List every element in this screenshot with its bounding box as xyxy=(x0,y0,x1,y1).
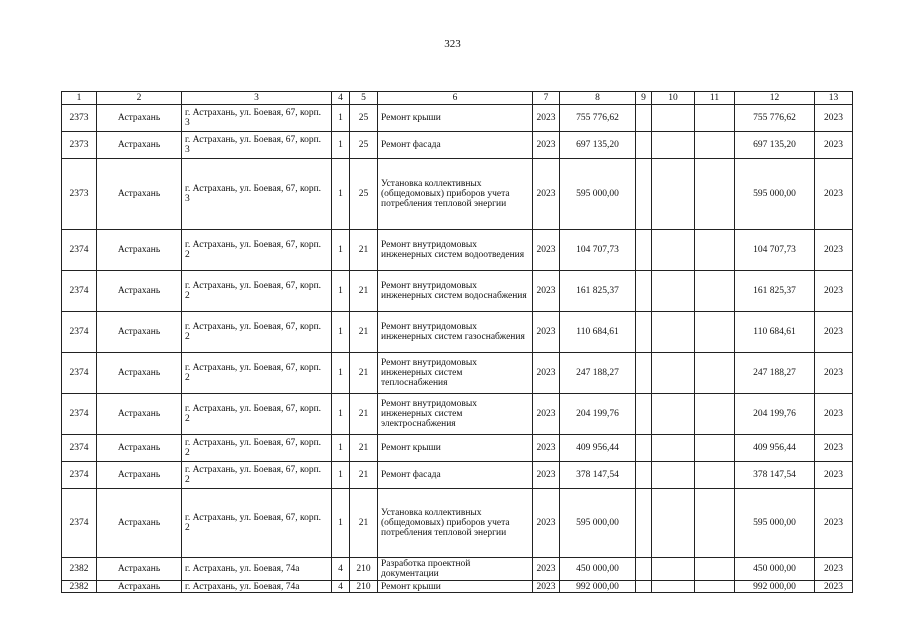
table-row xyxy=(62,105,853,132)
cell-c9 xyxy=(636,489,652,558)
column-header: 12 xyxy=(735,92,815,105)
cell-id: 2373 xyxy=(62,132,97,159)
cell-c4: 1 xyxy=(332,159,350,230)
column-header: 1 xyxy=(62,92,97,105)
cell-work: Ремонт фасада xyxy=(378,132,533,159)
column-number-row xyxy=(62,92,853,105)
cell-total: 755 776,62 xyxy=(735,105,815,132)
column-header: 10 xyxy=(652,92,695,105)
cell-city: Астрахань xyxy=(97,159,182,230)
cell-c9 xyxy=(636,353,652,394)
cell-c4: 1 xyxy=(332,353,350,394)
cell-cost: 992 000,00 xyxy=(560,581,636,593)
cell-c10 xyxy=(652,271,695,312)
cell-cost: 110 684,61 xyxy=(560,312,636,353)
cell-city: Астрахань xyxy=(97,271,182,312)
cell-c11 xyxy=(695,489,735,558)
cell-end: 2023 xyxy=(815,312,853,353)
cell-c5: 21 xyxy=(350,394,378,435)
cell-total: 110 684,61 xyxy=(735,312,815,353)
cell-c10 xyxy=(652,462,695,489)
cell-end: 2023 xyxy=(815,435,853,462)
cell-work: Ремонт внутридомовых инженерных систем водоотведения xyxy=(378,230,533,271)
cell-address: г. Астрахань, ул. Боевая, 67, корп. 3 xyxy=(182,105,332,132)
column-header: 6 xyxy=(378,92,533,105)
column-header: 7 xyxy=(533,92,560,105)
cell-c9 xyxy=(636,271,652,312)
cell-id: 2374 xyxy=(62,394,97,435)
cell-year: 2023 xyxy=(533,132,560,159)
cell-c10 xyxy=(652,159,695,230)
cell-c5: 210 xyxy=(350,558,378,581)
table-row xyxy=(62,435,853,462)
cell-c10 xyxy=(652,105,695,132)
cell-work: Ремонт внутридомовых инженерных систем газоснабжения xyxy=(378,312,533,353)
cell-id: 2374 xyxy=(62,353,97,394)
cell-total: 378 147,54 xyxy=(735,462,815,489)
cell-work: Ремонт внутридомовых инженерных систем теплоснабжения xyxy=(378,353,533,394)
cell-address: г. Астрахань, ул. Боевая, 67, корп. 2 xyxy=(182,312,332,353)
cell-city: Астрахань xyxy=(97,462,182,489)
cell-c11 xyxy=(695,435,735,462)
cell-c9 xyxy=(636,105,652,132)
column-header: 11 xyxy=(695,92,735,105)
cell-year: 2023 xyxy=(533,353,560,394)
cell-year: 2023 xyxy=(533,558,560,581)
column-header: 9 xyxy=(636,92,652,105)
column-header: 8 xyxy=(560,92,636,105)
column-header: 13 xyxy=(815,92,853,105)
cell-c10 xyxy=(652,558,695,581)
cell-end: 2023 xyxy=(815,394,853,435)
cell-c5: 210 xyxy=(350,581,378,593)
cell-c4: 1 xyxy=(332,489,350,558)
cell-c4: 1 xyxy=(332,271,350,312)
cell-city: Астрахань xyxy=(97,394,182,435)
cell-end: 2023 xyxy=(815,489,853,558)
cell-year: 2023 xyxy=(533,394,560,435)
cell-cost: 161 825,37 xyxy=(560,271,636,312)
cell-c10 xyxy=(652,353,695,394)
column-header: 2 xyxy=(97,92,182,105)
cell-year: 2023 xyxy=(533,581,560,593)
cell-year: 2023 xyxy=(533,312,560,353)
table-row xyxy=(62,462,853,489)
cell-city: Астрахань xyxy=(97,312,182,353)
cell-end: 2023 xyxy=(815,462,853,489)
cell-id: 2374 xyxy=(62,230,97,271)
cell-cost: 204 199,76 xyxy=(560,394,636,435)
cell-c9 xyxy=(636,581,652,593)
cell-address: г. Астрахань, ул. Боевая, 67, корп. 2 xyxy=(182,271,332,312)
cell-c10 xyxy=(652,489,695,558)
cell-c10 xyxy=(652,435,695,462)
table-row xyxy=(62,558,853,581)
cell-c11 xyxy=(695,353,735,394)
cell-c4: 4 xyxy=(332,581,350,593)
column-header: 5 xyxy=(350,92,378,105)
cell-city: Астрахань xyxy=(97,581,182,593)
cell-total: 409 956,44 xyxy=(735,435,815,462)
cell-year: 2023 xyxy=(533,159,560,230)
cell-c5: 21 xyxy=(350,435,378,462)
cell-year: 2023 xyxy=(533,105,560,132)
cell-c11 xyxy=(695,105,735,132)
cell-cost: 595 000,00 xyxy=(560,489,636,558)
table-row xyxy=(62,312,853,353)
cell-address: г. Астрахань, ул. Боевая, 67, корп. 2 xyxy=(182,394,332,435)
cell-address: г. Астрахань, ул. Боевая, 67, корп. 2 xyxy=(182,435,332,462)
cell-work: Установка коллективных (общедомовых) приборов учета потребления тепловой энергии xyxy=(378,489,533,558)
cell-c5: 21 xyxy=(350,271,378,312)
cell-work: Ремонт внутридомовых инженерных систем электроснабжения xyxy=(378,394,533,435)
cell-c11 xyxy=(695,312,735,353)
cell-end: 2023 xyxy=(815,558,853,581)
cell-work: Разработка проектной документации xyxy=(378,558,533,581)
column-header: 3 xyxy=(182,92,332,105)
cell-c4: 1 xyxy=(332,312,350,353)
cell-id: 2374 xyxy=(62,435,97,462)
cell-work: Ремонт крыши xyxy=(378,435,533,462)
cell-c9 xyxy=(636,312,652,353)
cell-c10 xyxy=(652,394,695,435)
cell-total: 595 000,00 xyxy=(735,159,815,230)
cell-c11 xyxy=(695,558,735,581)
cell-end: 2023 xyxy=(815,132,853,159)
table-row xyxy=(62,271,853,312)
cell-c4: 1 xyxy=(332,105,350,132)
cell-c4: 4 xyxy=(332,558,350,581)
cell-address: г. Астрахань, ул. Боевая, 67, корп. 2 xyxy=(182,462,332,489)
cell-c10 xyxy=(652,230,695,271)
cell-c9 xyxy=(636,394,652,435)
cell-c10 xyxy=(652,581,695,593)
column-header: 4 xyxy=(332,92,350,105)
table-row xyxy=(62,581,853,593)
cell-city: Астрахань xyxy=(97,132,182,159)
cell-cost: 104 707,73 xyxy=(560,230,636,271)
cell-id: 2373 xyxy=(62,105,97,132)
cell-work: Ремонт фасада xyxy=(378,462,533,489)
cell-c11 xyxy=(695,271,735,312)
cell-total: 104 707,73 xyxy=(735,230,815,271)
cell-work: Ремонт крыши xyxy=(378,105,533,132)
cell-year: 2023 xyxy=(533,489,560,558)
cell-id: 2374 xyxy=(62,462,97,489)
cell-c9 xyxy=(636,132,652,159)
cell-id: 2382 xyxy=(62,581,97,593)
cell-id: 2382 xyxy=(62,558,97,581)
cell-total: 161 825,37 xyxy=(735,271,815,312)
cell-c10 xyxy=(652,312,695,353)
cell-city: Астрахань xyxy=(97,105,182,132)
cell-cost: 595 000,00 xyxy=(560,159,636,230)
table-body xyxy=(62,105,853,593)
cell-c5: 21 xyxy=(350,353,378,394)
cell-c5: 25 xyxy=(350,132,378,159)
cell-end: 2023 xyxy=(815,271,853,312)
cell-c4: 1 xyxy=(332,132,350,159)
cell-cost: 450 000,00 xyxy=(560,558,636,581)
table-row xyxy=(62,489,853,558)
cell-address: г. Астрахань, ул. Боевая, 67, корп. 2 xyxy=(182,489,332,558)
cell-total: 992 000,00 xyxy=(735,581,815,593)
cell-address: г. Астрахань, ул. Боевая, 67, корп. 2 xyxy=(182,230,332,271)
cell-total: 450 000,00 xyxy=(735,558,815,581)
cell-city: Астрахань xyxy=(97,353,182,394)
cell-cost: 378 147,54 xyxy=(560,462,636,489)
cell-cost: 247 188,27 xyxy=(560,353,636,394)
cell-year: 2023 xyxy=(533,271,560,312)
cell-address: г. Астрахань, ул. Боевая, 74а xyxy=(182,581,332,593)
cell-c5: 21 xyxy=(350,489,378,558)
cell-c9 xyxy=(636,435,652,462)
cell-total: 697 135,20 xyxy=(735,132,815,159)
cell-c4: 1 xyxy=(332,435,350,462)
cell-c11 xyxy=(695,159,735,230)
cell-work: Установка коллективных (общедомовых) приборов учета потребления тепловой энергии xyxy=(378,159,533,230)
cell-c11 xyxy=(695,581,735,593)
cell-c5: 25 xyxy=(350,159,378,230)
cell-c9 xyxy=(636,462,652,489)
repair-register-table xyxy=(61,91,853,593)
cell-c11 xyxy=(695,394,735,435)
table-row xyxy=(62,132,853,159)
cell-city: Астрахань xyxy=(97,435,182,462)
cell-city: Астрахань xyxy=(97,489,182,558)
cell-city: Астрахань xyxy=(97,558,182,581)
table-row xyxy=(62,159,853,230)
cell-cost: 409 956,44 xyxy=(560,435,636,462)
cell-address: г. Астрахань, ул. Боевая, 74а xyxy=(182,558,332,581)
cell-work: Ремонт крыши xyxy=(378,581,533,593)
cell-id: 2374 xyxy=(62,489,97,558)
cell-end: 2023 xyxy=(815,105,853,132)
cell-total: 204 199,76 xyxy=(735,394,815,435)
cell-total: 595 000,00 xyxy=(735,489,815,558)
cell-id: 2374 xyxy=(62,271,97,312)
cell-c5: 25 xyxy=(350,105,378,132)
cell-c5: 21 xyxy=(350,312,378,353)
cell-c5: 21 xyxy=(350,462,378,489)
cell-c9 xyxy=(636,159,652,230)
cell-c4: 1 xyxy=(332,230,350,271)
cell-c4: 1 xyxy=(332,462,350,489)
table-row xyxy=(62,353,853,394)
cell-address: г. Астрахань, ул. Боевая, 67, корп. 2 xyxy=(182,353,332,394)
cell-year: 2023 xyxy=(533,462,560,489)
cell-end: 2023 xyxy=(815,230,853,271)
cell-year: 2023 xyxy=(533,230,560,271)
cell-total: 247 188,27 xyxy=(735,353,815,394)
cell-c9 xyxy=(636,558,652,581)
cell-address: г. Астрахань, ул. Боевая, 67, корп. 3 xyxy=(182,159,332,230)
cell-address: г. Астрахань, ул. Боевая, 67, корп. 3 xyxy=(182,132,332,159)
cell-c11 xyxy=(695,462,735,489)
cell-end: 2023 xyxy=(815,159,853,230)
cell-c9 xyxy=(636,230,652,271)
cell-end: 2023 xyxy=(815,581,853,593)
cell-end: 2023 xyxy=(815,353,853,394)
cell-id: 2373 xyxy=(62,159,97,230)
cell-c4: 1 xyxy=(332,394,350,435)
cell-cost: 755 776,62 xyxy=(560,105,636,132)
cell-id: 2374 xyxy=(62,312,97,353)
cell-c11 xyxy=(695,230,735,271)
table-row xyxy=(62,230,853,271)
cell-c5: 21 xyxy=(350,230,378,271)
page-number: 323 xyxy=(444,38,461,50)
cell-cost: 697 135,20 xyxy=(560,132,636,159)
cell-c11 xyxy=(695,132,735,159)
cell-year: 2023 xyxy=(533,435,560,462)
cell-city: Астрахань xyxy=(97,230,182,271)
cell-c10 xyxy=(652,132,695,159)
table-row xyxy=(62,394,853,435)
cell-work: Ремонт внутридомовых инженерных систем водоснабжения xyxy=(378,271,533,312)
